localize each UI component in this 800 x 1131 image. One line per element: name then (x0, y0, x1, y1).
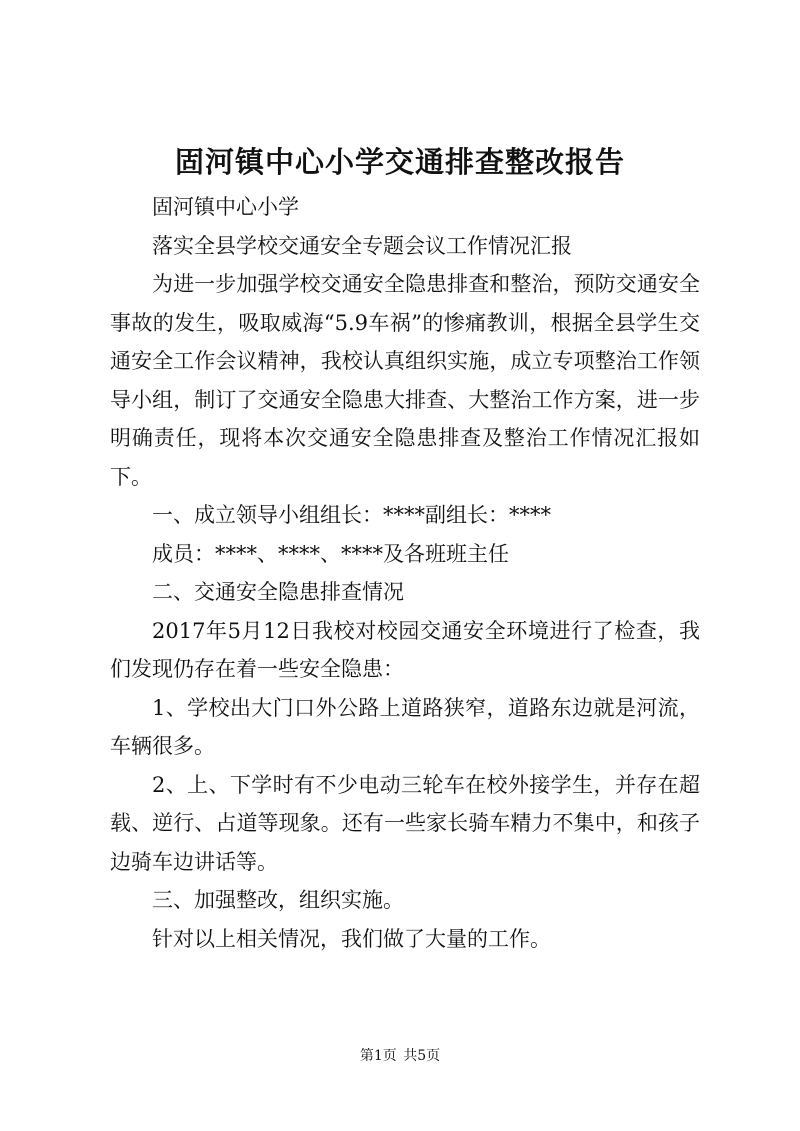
paragraph-section-2: 二、交通安全隐患排查情况 (152, 580, 404, 604)
paragraph-inspection: 2017年5月12日我校对校园交通安全环境进行了检查，我们发现仍存在着一些安全隐患： (110, 618, 700, 681)
paragraph-section-3: 三、加强整改，组织实施。 (152, 888, 404, 912)
paragraph-hazard-2: 2、上、下学时有不少电动三轮车在校外接学生，并存在超载、逆行、占道等现象。还有一些家长骑车精力不集中，和孩子边骑车边讲话等。 (110, 772, 700, 874)
page-total: 共5页 (403, 1048, 441, 1064)
document-title: 固河镇中心小学交通排查整改报告 (174, 145, 625, 179)
paragraph-closing: 针对以上相关情况，我们做了大量的工作。 (152, 926, 551, 951)
paragraph-hazard-1: 1、学校出大门口外公路上道路狭窄，道路东边就是河流，车辆很多。 (110, 695, 700, 758)
paragraph-section-1: 一、成立领导小组组长：****副组长：**** (152, 503, 551, 527)
page-number: 第1页 (359, 1048, 397, 1064)
paragraph-subtitle: 落实全县学校交通安全专题会议工作情况汇报 (152, 233, 572, 258)
paragraph-members: 成员：****、****、****及各班班主任 (152, 541, 509, 566)
paragraph-intro: 为进一步加强学校交通安全隐患排查和整治，预防交通安全事故的发生，吸取威海“5.9车祸”的惨痛教训，根据全县学生交通安全工作会议精神，我校认真组织实施，成立专项整治工作领导小组，制订了交通安全隐患大排查、大整治工作方案，进一步明确责任，现将本次交通安全隐患排查及整治工作情况汇报如下。 (110, 272, 700, 489)
page-footer (0, 1046, 800, 1066)
paragraph-school-name: 固河镇中心小学 (152, 195, 299, 219)
document-body (110, 188, 700, 958)
